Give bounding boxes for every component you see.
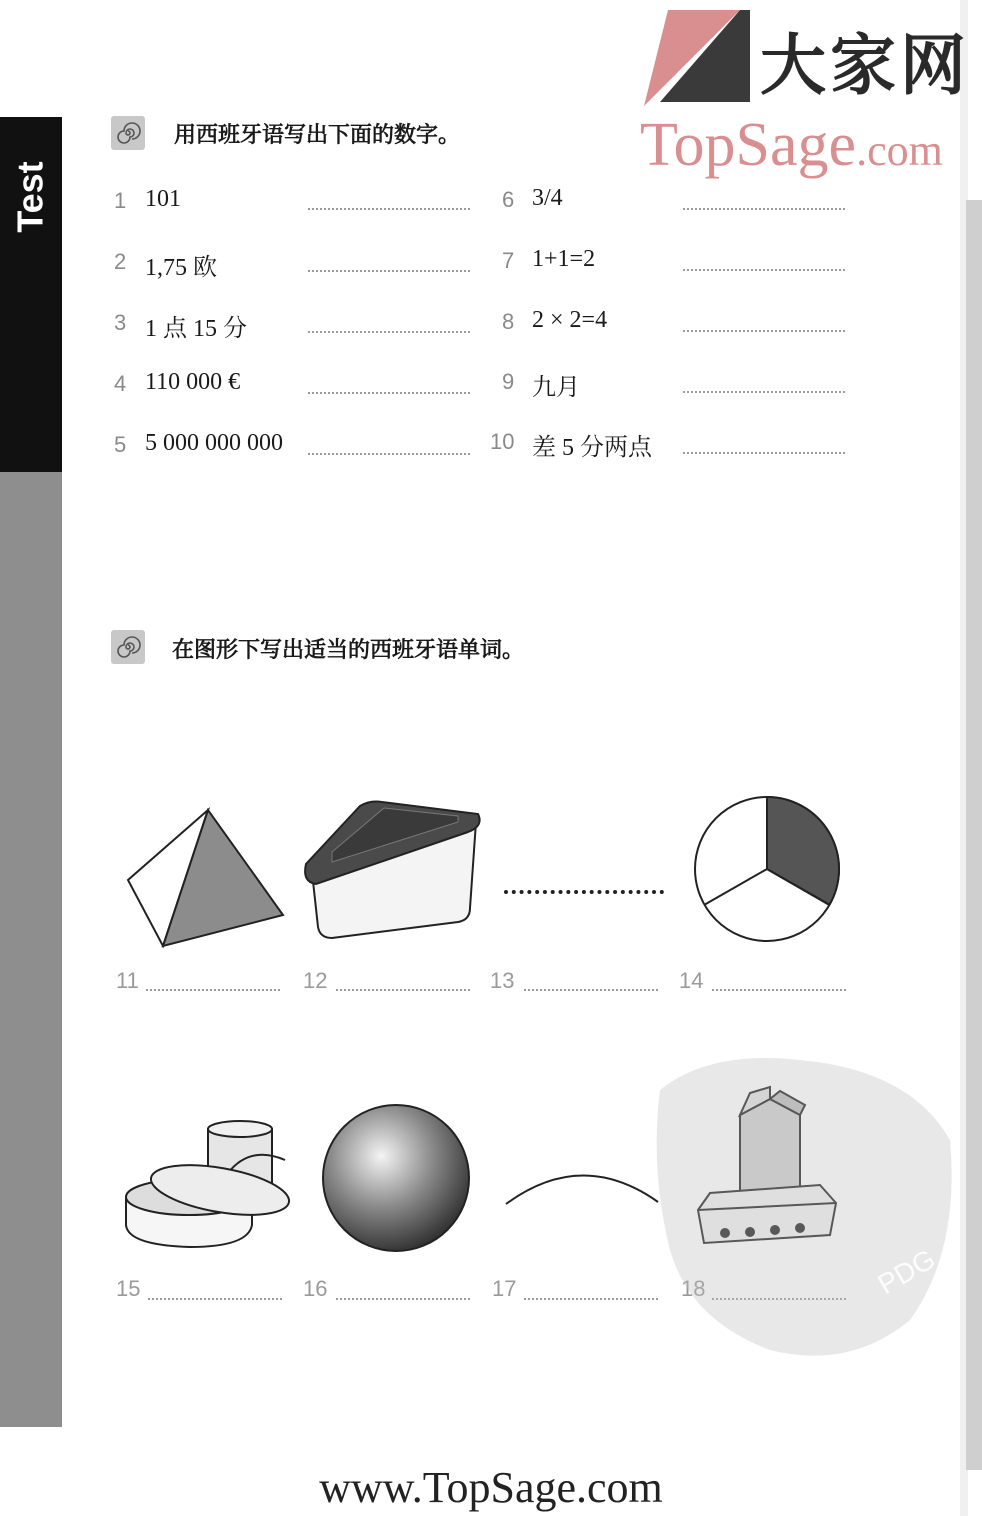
figure-number: 11 bbox=[116, 968, 139, 993]
answer-line[interactable] bbox=[308, 392, 470, 394]
answer-line[interactable] bbox=[524, 1298, 658, 1300]
answer-line[interactable] bbox=[524, 989, 658, 991]
logo-triangle-icon bbox=[640, 6, 760, 116]
question-number: 5 bbox=[114, 432, 127, 457]
side-tab-text: Test bbox=[10, 161, 52, 233]
question-number: 3 bbox=[114, 310, 127, 335]
question-text: 101 bbox=[145, 186, 181, 212]
question-text: 2 × 2=4 bbox=[532, 307, 608, 333]
figure-number: 13 bbox=[490, 968, 515, 993]
section2-title: 在图形下写出适当的西班牙语单词。 bbox=[172, 638, 525, 663]
side-tab-lower bbox=[0, 472, 62, 1427]
stamp-text: PDG bbox=[872, 1243, 941, 1301]
question-number: 9 bbox=[502, 369, 515, 394]
figure-number: 15 bbox=[116, 1276, 141, 1301]
question-number: 2 bbox=[114, 249, 127, 274]
question-text: 1+1=2 bbox=[532, 246, 596, 272]
answer-line[interactable] bbox=[146, 989, 280, 991]
sphere-icon bbox=[320, 1102, 472, 1254]
logo-english-main: TopSage bbox=[640, 111, 857, 179]
question-number: 4 bbox=[114, 371, 127, 396]
question-text: 5 000 000 000 bbox=[145, 430, 283, 456]
logo-chinese: 大家网 bbox=[760, 26, 970, 104]
side-tab-label bbox=[0, 117, 62, 277]
question-text: 九月 bbox=[532, 375, 580, 401]
figure-number: 16 bbox=[303, 1276, 328, 1301]
figure-number: 12 bbox=[303, 968, 328, 993]
spiral-icon bbox=[111, 630, 145, 664]
question-text: 110 000 € bbox=[145, 369, 241, 395]
round-box-icon bbox=[120, 1115, 292, 1250]
question-number: 8 bbox=[502, 309, 515, 334]
question-text: 1,75 欧 bbox=[145, 255, 217, 281]
answer-line[interactable] bbox=[683, 452, 845, 454]
answer-line[interactable] bbox=[683, 391, 845, 393]
answer-line[interactable] bbox=[683, 330, 845, 332]
answer-line[interactable] bbox=[308, 331, 470, 333]
answer-line[interactable] bbox=[308, 270, 470, 272]
pyramid-icon bbox=[118, 800, 290, 952]
answer-line[interactable] bbox=[336, 1298, 470, 1300]
logo-english bbox=[640, 110, 943, 181]
answer-line[interactable] bbox=[148, 1298, 282, 1300]
container-icon bbox=[298, 792, 490, 944]
watermark-stamp-icon bbox=[650, 1050, 960, 1370]
figure-number: 17 bbox=[492, 1276, 517, 1301]
logo-english-suffix: .com bbox=[856, 126, 943, 175]
figure-number: 18 bbox=[681, 1276, 706, 1301]
question-number: 6 bbox=[502, 187, 515, 212]
page-edge-shadow bbox=[966, 200, 982, 1470]
question-number: 7 bbox=[502, 248, 515, 273]
spiral-icon bbox=[111, 116, 145, 150]
answer-line[interactable] bbox=[683, 269, 845, 271]
section1-title: 用西班牙语写出下面的数字。 bbox=[174, 123, 461, 148]
question-text: 3/4 bbox=[532, 185, 563, 211]
answer-line[interactable] bbox=[683, 208, 845, 210]
answer-line[interactable] bbox=[308, 208, 470, 210]
answer-line[interactable] bbox=[308, 453, 470, 455]
answer-line[interactable] bbox=[712, 989, 846, 991]
figure-number: 14 bbox=[679, 968, 704, 993]
question-text: 1 点 15 分 bbox=[145, 316, 247, 342]
pie-thirds-icon bbox=[692, 792, 844, 948]
answer-line[interactable] bbox=[336, 989, 470, 991]
question-text: 差 5 分两点 bbox=[532, 435, 652, 461]
question-number: 1 bbox=[114, 188, 127, 213]
dotted-line-figure bbox=[504, 890, 664, 894]
footer-url: www.TopSage.com bbox=[319, 1463, 663, 1512]
arc-icon bbox=[500, 1168, 664, 1208]
question-number: 10 bbox=[490, 429, 515, 454]
